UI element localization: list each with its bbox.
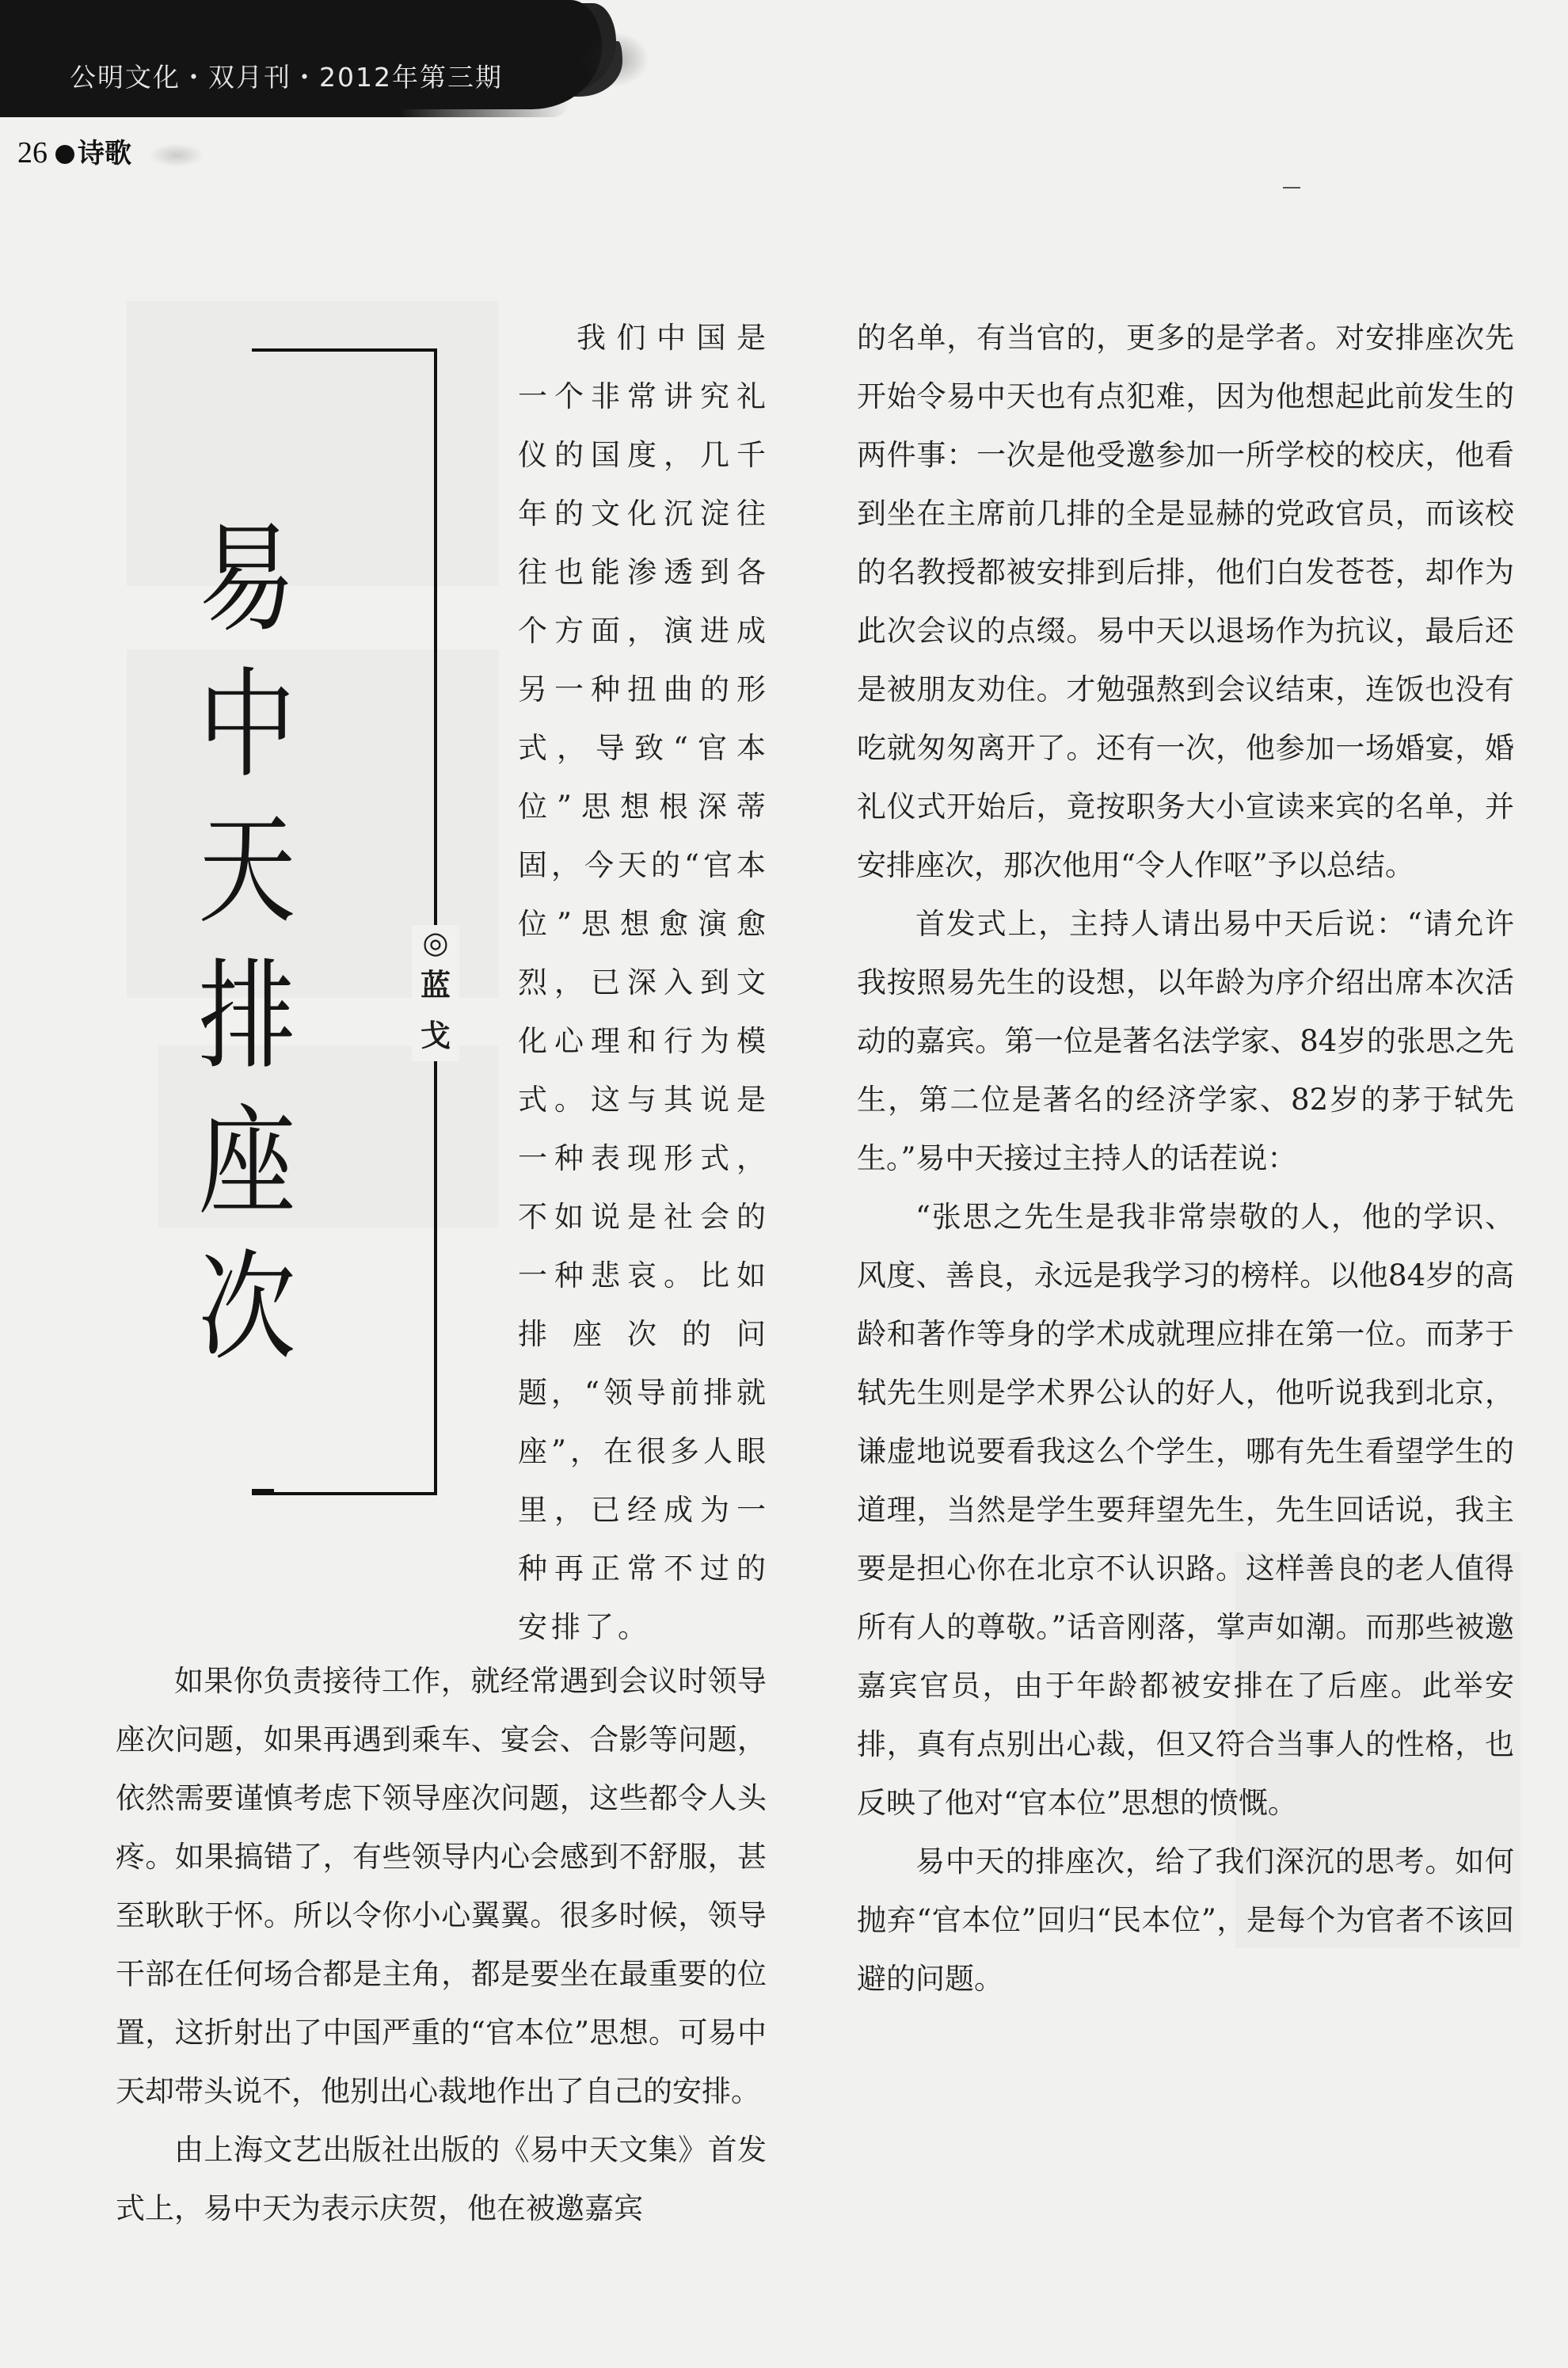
- body-paragraph: 由上海文艺出版社出版的《易中天文集》首发式上，易中天为表示庆贺，他在被邀嘉宾: [116, 2133, 767, 2225]
- title-frame-notch: [252, 1489, 274, 1492]
- left-column: [116, 1652, 767, 2238]
- author-char: 戈: [420, 1018, 451, 1053]
- title-char: 天: [198, 802, 296, 940]
- body-paragraph: “张思之先生是我非常崇敬的人，他的学识、风度、善良，永远是我学习的榜样。以他84岁的高龄和著作等身的学术成就理应排在第一位。而茅于轼先生则是学术界公认的好人，他听说我到北京，谦虚地说要看我这么个学生，哪有先生看望学生的道理，当然是学生要拜望先生，先生回话说，我主要是担心你在北京不认识路。这样善良的老人值得所有人的尊敬。”话音刚落，掌声如潮。而那些被邀嘉宾官员，由于年龄都被安排在了后座。此举安排，真有点别出心裁，但又符合当事人的性格，也反映了他对“官本位”思想的愤慨。: [857, 1200, 1514, 1820]
- title-char: 中: [198, 657, 296, 794]
- author-char: 蓝: [420, 967, 451, 1003]
- title-char: 座: [198, 1094, 296, 1232]
- faint-ink-mark: [149, 143, 204, 167]
- body-paragraph-continued: 的名单，有当官的，更多的是学者。对安排座次先开始令易中天也有点犯难，因为他想起此前发生的两件事：一次是他受邀参加一所学校的校庆，他看到坐在主席前几排的全是显赫的党政官员，而该校的名教授都被安排到后排，他们白发苍苍，却作为此次会议的点缀。易中天以退场作为抗议，最后还是被朋友劝住。才勉强熬到会议结束，连饭也没有吃就匆匆离开了。还有一次，他参加一场婚宴，婚礼仪式开始后，竟按职务大小宣读来宾的名单，并安排座次，那次他用“令人作呕”予以总结。: [857, 321, 1514, 882]
- bullet-dot-icon: [55, 145, 74, 164]
- intro-column: [518, 309, 770, 1657]
- title-char: 次: [198, 1239, 296, 1377]
- article-title: [176, 507, 318, 1381]
- header-ink-smudge: [578, 32, 649, 87]
- page-header-line: [17, 131, 204, 170]
- author-byline: [412, 925, 459, 1061]
- journal-title: 公明文化・双月刊・2012年第三期: [70, 62, 503, 93]
- body-paragraph: 首发式上，主持人请出易中天后说：“请允许我按照易先生的设想，以年龄为序介绍出席本次活动的嘉宾。第一位是著名法学家、84岁的张思之先生，第二位是著名的经济学家、82岁的茅于轼先生。”易中天接过主持人的话茬说：: [857, 907, 1514, 1175]
- title-char: 排: [198, 948, 296, 1086]
- stray-mark: [1283, 187, 1300, 188]
- page-number: 26: [17, 136, 48, 169]
- body-paragraph: 如果你负责接待工作，就经常遇到会议时领导座次问题，如果再遇到乘车、宴会、合影等问题，依然需要谨慎考虑下领导座次问题，这些都令人头疼。如果搞错了，有些领导内心会感到不舒服，甚至耿耿于怀。所以令你小心翼翼。很多时候，领导干部在任何场合都是主角，都是要坐在最重要的位置，这折射出了中国严重的“官本位”思想。可易中天却带头说不，他别出心裁地作出了自己的安排。: [116, 1664, 767, 2108]
- title-frame-notch: [252, 348, 274, 352]
- intro-paragraph: 我们中国是一个非常讲究礼仪的国度，几千年的文化沉淀往往也能渗透到各个方面，演进成另一种扭曲的形式，导致“官本位”思想根深蒂固，今天的“官本位”思想愈演愈烈，已深入到文化心理和行为模式。这与其说是一种表现形式，不如说是社会的一种悲哀。比如排座次的问题，“领导前排就座”，在很多人眼里，已经成为一种再正常不过的安排了。: [518, 321, 770, 1644]
- title-char: 易: [198, 511, 296, 649]
- section-name: 诗歌: [78, 138, 131, 169]
- body-paragraph: 易中天的排座次，给了我们深沉的思考。如何抛弃“官本位”回归“民本位”，是每个为官者不该回避的问题。: [857, 1845, 1514, 1996]
- right-column: [857, 309, 1514, 2008]
- author-mark: ◎: [422, 925, 449, 960]
